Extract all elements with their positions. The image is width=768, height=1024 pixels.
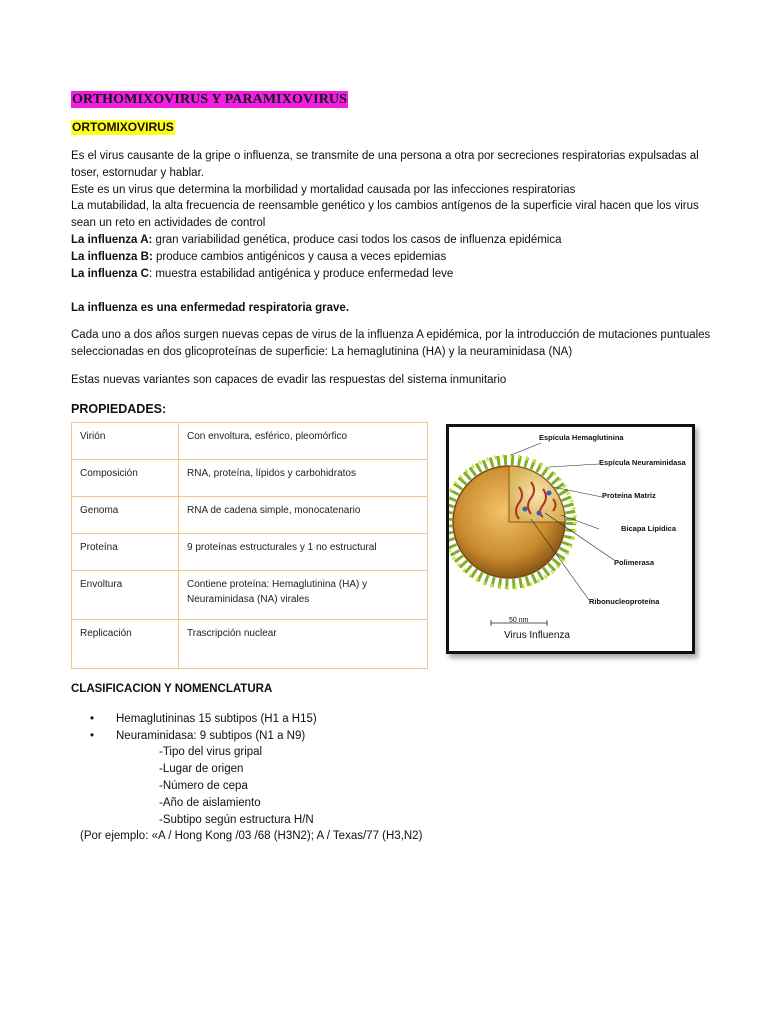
scale-label: 50 nm — [509, 617, 529, 624]
table-row — [72, 620, 428, 669]
list-item: • Neuraminidasa: 9 subtipos (N1 a N9) — [90, 728, 317, 745]
property-key: Proteína — [72, 534, 179, 571]
page-title: ORTHOMIXOVIRUS Y PARAMIXOVIRUS — [72, 92, 347, 107]
table-row — [72, 534, 428, 571]
property-value: Con envoltura, esférico, pleomórfico — [179, 423, 428, 460]
label-bicapa-lipidica: Bicapa Lipídica — [621, 524, 677, 533]
property-key: Envoltura — [72, 571, 179, 620]
influenza-b-line — [71, 249, 711, 266]
list-item: -Número de cepa — [159, 780, 248, 792]
property-value: RNA de cadena simple, monocatenario — [179, 497, 428, 534]
label-neuraminidasa: Espícula Neuraminidasa — [599, 458, 686, 467]
classification-heading: CLASIFICACION Y NOMENCLATURA — [71, 683, 273, 695]
influenza-a-line — [71, 232, 711, 249]
intro-paragraph: Es el virus causante de la gripe o influenza, se transmite de una persona a otra por secreciones respiratorias expulsadas al toser, estornudar y hablar. — [71, 150, 699, 179]
property-value: Trascripción nuclear — [179, 620, 428, 669]
property-key: Replicación — [72, 620, 179, 669]
influenza-c-line — [71, 266, 711, 283]
list-item: -Subtipo según estructura H/N — [159, 814, 314, 826]
list-item: -Tipo del virus gripal — [159, 746, 263, 758]
nomenclature-example: (Por ejemplo: «A / Hong Kong /03 /68 (H3N2); A / Texas/77 (H3,N2) — [80, 830, 423, 842]
label-ribonucleoproteina: Ribonucleoproteína — [589, 597, 660, 606]
properties-heading: PROPIEDADES: — [71, 402, 167, 416]
influenza-c-label: La influenza C — [71, 267, 149, 280]
intro-block — [71, 148, 711, 282]
property-key: Virión — [72, 423, 179, 460]
label-polimerasa: Polimerasa — [614, 558, 655, 567]
section-title-ortomixovirus: ORTOMIXOVIRUS — [72, 120, 174, 134]
property-value: Contiene proteína: Hemaglutinina (HA) y Neuraminidasa (NA) virales — [179, 571, 428, 620]
classification-list — [90, 711, 317, 745]
cepas-paragraph: Cada uno a dos años surgen nuevas cepas de virus de la influenza A epidémica, por la introducción de mutaciones puntuales seleccionadas en dos glicoproteínas de superficie: La hemaglutinina (HA) y la neuraminidasa (NA) — [71, 329, 711, 358]
influenza-a-text: gran variabilidad genética, produce casi todos los casos de influenza epidémica — [152, 233, 562, 246]
property-key: Composición — [72, 460, 179, 497]
label-proteina-matriz: Proteína Matriz — [602, 491, 656, 500]
intro-paragraph: Este es un virus que determina la morbilidad y mortalidad causada por las infecciones respiratorias — [71, 183, 576, 196]
figure-caption: Virus Influenza — [504, 630, 570, 641]
table-row — [72, 423, 428, 460]
grave-statement: La influenza es una enfermedad respiratoria grave. — [71, 302, 350, 314]
property-value: 9 proteínas estructurales y 1 no estructural — [179, 534, 428, 571]
table-row — [72, 571, 428, 620]
table-row — [72, 460, 428, 497]
variantes-paragraph: Estas nuevas variantes son capaces de evadir las respuestas del sistema inmunitario — [71, 374, 507, 386]
intro-paragraph: La mutabilidad, la alta frecuencia de reensamble genético y los cambios antígenos de la superficie viral hacen que los virus sean un reto en actividades de control — [71, 200, 699, 230]
nomenclature-list — [159, 744, 314, 829]
influenza-c-text: : muestra estabilidad antigénica y produce enfermedad leve — [148, 267, 454, 280]
properties-table — [71, 422, 428, 669]
list-item: -Año de aislamiento — [159, 797, 261, 809]
list-item: • Hemaglutininas 15 subtipos (H1 a H15) — [90, 711, 317, 728]
virus-figure — [446, 424, 695, 654]
property-key: Genoma — [72, 497, 179, 534]
influenza-b-label: La influenza B: — [71, 250, 153, 263]
label-hemaglutinina: Espícula Hemaglutinina — [539, 433, 624, 442]
list-item: -Lugar de origen — [159, 763, 244, 775]
influenza-b-text: produce cambios antigénicos y causa a veces epidemias — [152, 250, 447, 263]
table-row — [72, 497, 428, 534]
influenza-a-label: La influenza A: — [71, 233, 153, 246]
property-value: RNA, proteína, lípidos y carbohidratos — [179, 460, 428, 497]
